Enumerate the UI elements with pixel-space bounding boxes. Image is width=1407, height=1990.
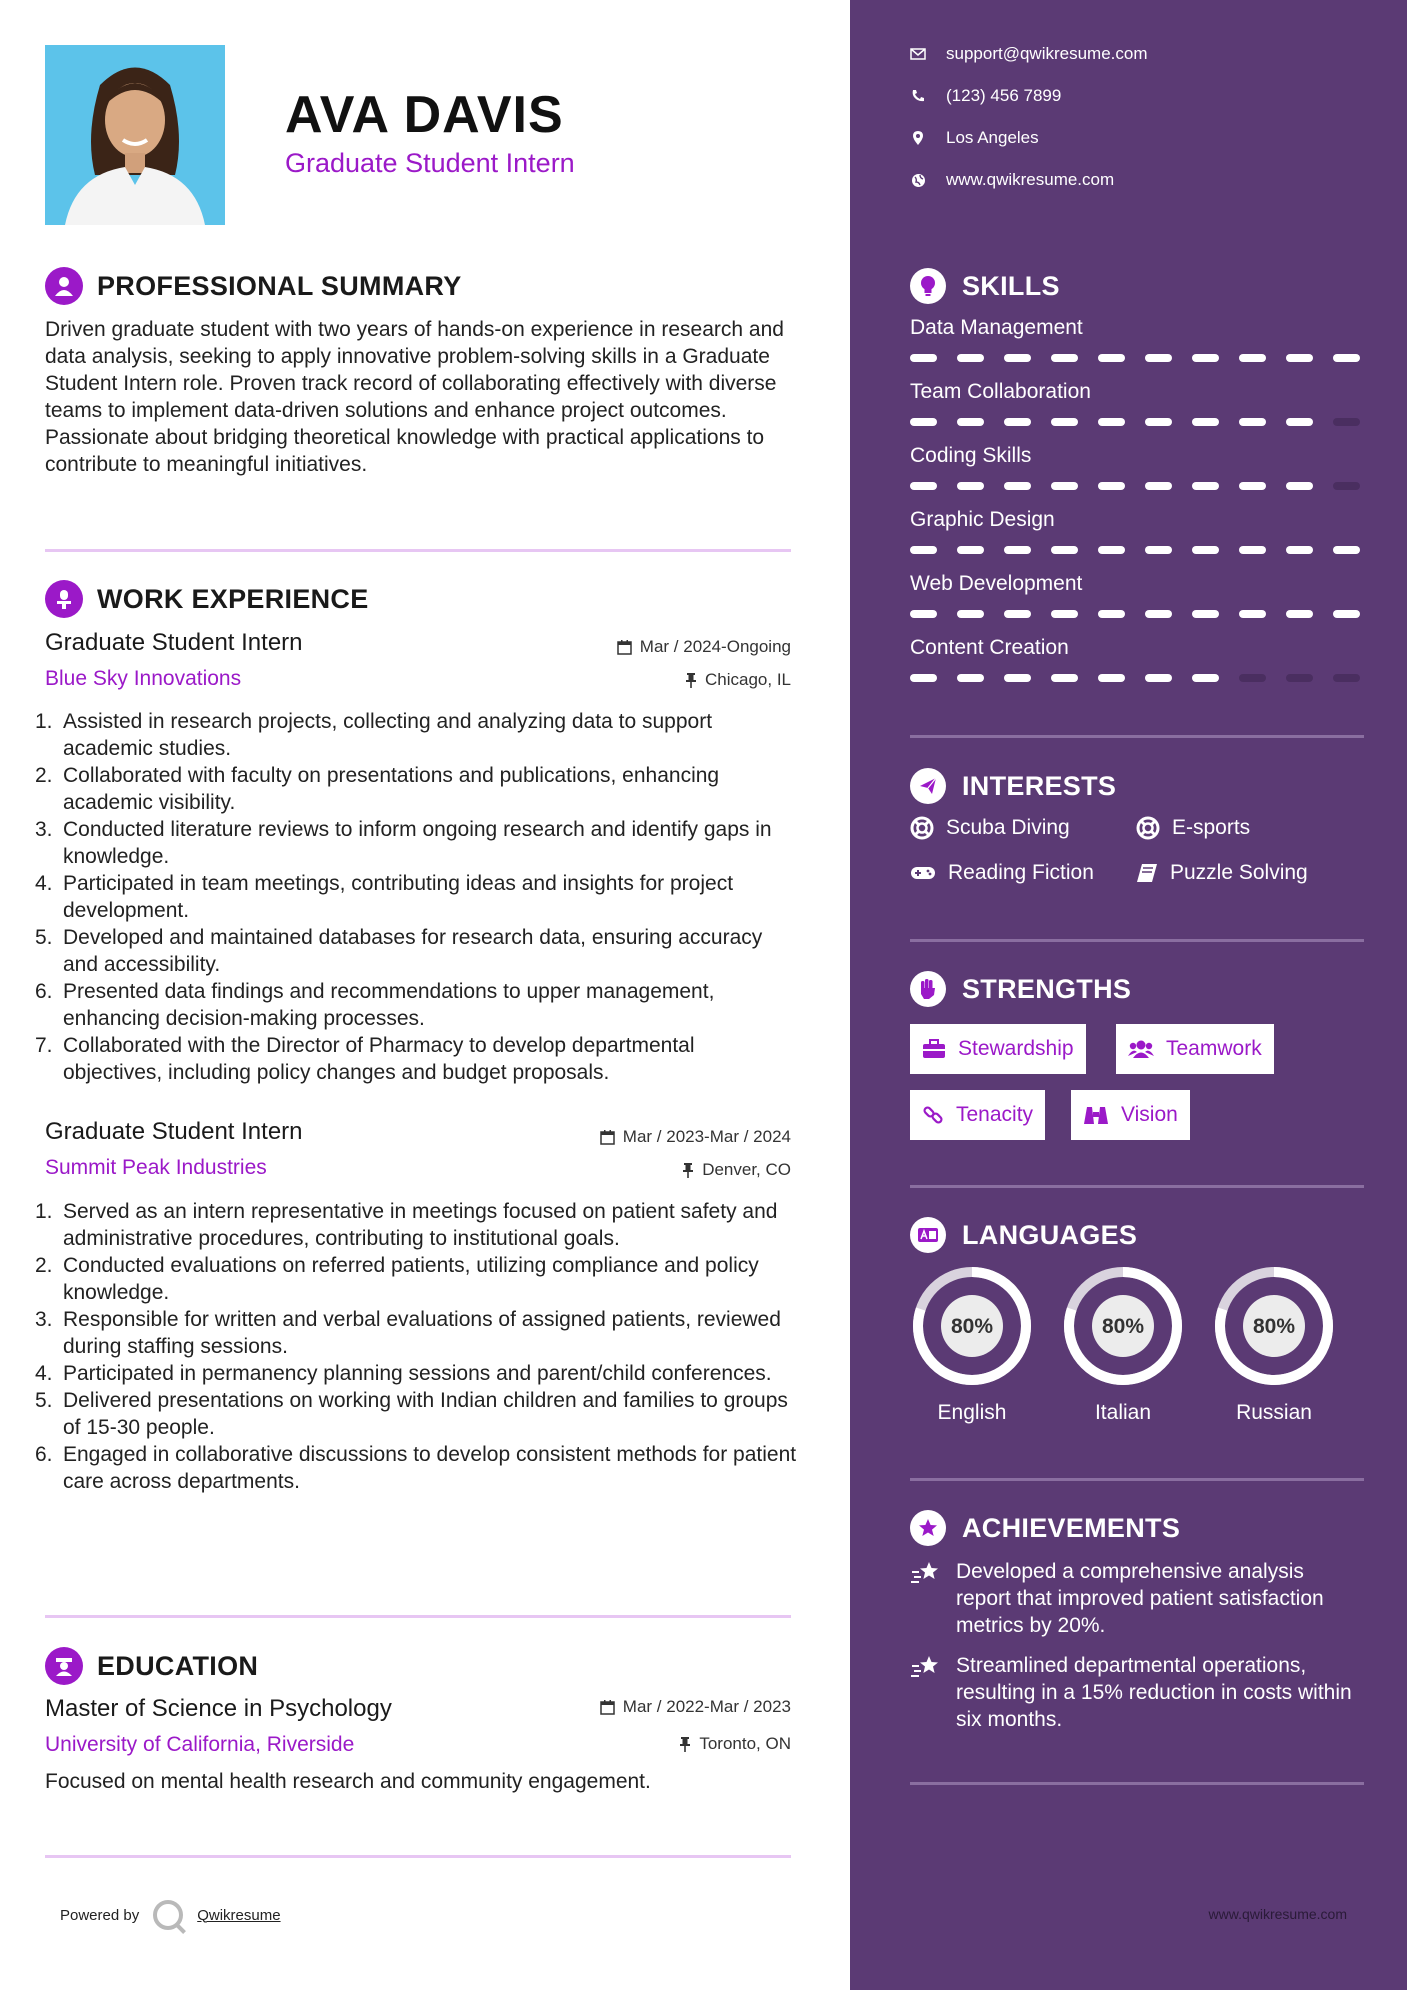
contact-website[interactable] xyxy=(910,170,1114,190)
education-location xyxy=(679,1734,791,1754)
language-name: English xyxy=(937,1401,1007,1424)
skill-level-dash xyxy=(1098,674,1125,682)
education-description: Focused on mental health research and community engagement. xyxy=(45,1770,651,1793)
envelope-icon xyxy=(910,46,926,62)
contact-email-text: support@qwikresume.com xyxy=(946,44,1148,63)
skill-level-dash xyxy=(1004,418,1031,426)
profile-photo xyxy=(45,45,225,225)
language-name: Italian xyxy=(1094,1401,1152,1424)
list-item: 4. Participated in team meetings, contributing ideas and insights for project development. xyxy=(35,872,734,922)
skill-level-dash xyxy=(1286,482,1313,490)
skill-level-dash xyxy=(910,354,937,362)
divider xyxy=(910,1782,1364,1785)
skill-level-dash xyxy=(1239,674,1266,682)
skill-level-dash xyxy=(1051,482,1078,490)
skill-level-dash xyxy=(1051,354,1078,362)
education-heading xyxy=(45,1647,258,1685)
skill-level-dash xyxy=(1098,610,1125,618)
skill-level-meter xyxy=(910,482,1364,490)
skill-level-dash xyxy=(1192,418,1219,426)
skill-level-dash xyxy=(957,482,984,490)
skill-level-dash xyxy=(1286,418,1313,426)
briefcase-icon xyxy=(922,1039,946,1059)
skill-label: Coding Skills xyxy=(910,444,1032,467)
interest-item xyxy=(910,861,1094,885)
sidebar xyxy=(850,0,1407,1990)
language-ring xyxy=(910,1264,1034,1388)
language-percent: 80% xyxy=(1252,1315,1296,1338)
divider xyxy=(910,1185,1364,1188)
skill-level-dash xyxy=(957,354,984,362)
job-date xyxy=(600,1127,791,1147)
job-date-text: Mar / 2023-Mar / 2024 xyxy=(622,1127,791,1146)
job-date-text: Mar / 2024-Ongoing xyxy=(639,637,791,656)
summary-text: Driven graduate student with two years of hands-on experience in research and data analysis, seeking to apply innovative problem-solving skills in a Graduate Student Intern role. Proven track record of collaborating effectively with diverse teams to implement data-driven solutions and enhance project outcomes. Passionate about bridging theoretical knowledge with practical applications to contribute to meaningful initiatives. xyxy=(45,318,784,476)
language-item xyxy=(1061,1264,1185,1425)
skill-level-dash xyxy=(1333,610,1360,618)
divider xyxy=(45,1615,791,1618)
summary-heading xyxy=(45,267,462,305)
job-location xyxy=(682,1160,791,1180)
contact-phone-text: (123) 456 7899 xyxy=(946,86,1062,105)
skill-item xyxy=(910,572,1364,618)
strength-label: Vision xyxy=(1121,1103,1178,1126)
achievement-text: Developed a comprehensive analysis report that improved patient satisfaction metrics by 20%. xyxy=(956,1560,1324,1637)
graduate-icon xyxy=(45,1647,83,1685)
skill-label: Content Creation xyxy=(910,636,1069,659)
skill-item xyxy=(910,316,1364,362)
school-name: University of California, Riverside xyxy=(45,1733,355,1756)
divider xyxy=(45,549,791,552)
skill-level-dash xyxy=(1098,418,1125,426)
languages-heading xyxy=(910,1217,1137,1253)
skill-level-meter xyxy=(910,610,1364,618)
job-company: Summit Peak Industries xyxy=(45,1156,267,1179)
interest-item xyxy=(910,816,1070,840)
fist-icon xyxy=(910,971,946,1007)
skill-level-dash xyxy=(1145,674,1172,682)
language-item xyxy=(910,1264,1034,1425)
binoculars-icon xyxy=(1083,1104,1109,1126)
strength-tag xyxy=(1116,1024,1274,1074)
skill-level-dash xyxy=(1333,546,1360,554)
list-item: 3. Responsible for written and verbal evaluations of assigned patients, reviewed during staffing sessions. xyxy=(35,1308,781,1358)
pin-icon xyxy=(685,673,697,688)
skill-level-dash xyxy=(1145,610,1172,618)
language-percent: 80% xyxy=(1101,1315,1145,1338)
skill-level-dash xyxy=(1098,354,1125,362)
skill-level-dash xyxy=(1192,482,1219,490)
skill-level-dash xyxy=(1004,674,1031,682)
job-location xyxy=(685,670,791,690)
skill-level-dash xyxy=(957,674,984,682)
skill-level-dash xyxy=(1333,418,1360,426)
powered-by-label: Powered by xyxy=(60,1906,140,1924)
strength-label: Stewardship xyxy=(958,1037,1074,1060)
contact-location-text: Los Angeles xyxy=(946,128,1039,147)
skill-item xyxy=(910,444,1364,490)
skills-title: SKILLS xyxy=(962,270,1060,301)
strength-label: Teamwork xyxy=(1166,1037,1262,1060)
skill-level-dash xyxy=(1192,354,1219,362)
strengths-heading xyxy=(910,971,1131,1007)
list-item: 2. Collaborated with faculty on presentations and publications, enhancing academic visibility. xyxy=(35,764,720,814)
skill-level-dash xyxy=(1145,482,1172,490)
skill-level-meter xyxy=(910,546,1364,554)
skill-level-dash xyxy=(910,418,937,426)
list-item: 5. Delivered presentations on working with Indian children and families to groups of 15-30 people. xyxy=(35,1389,788,1439)
shooting-star-icon xyxy=(910,1652,942,1733)
languages-title: LANGUAGES xyxy=(962,1219,1138,1250)
skill-level-dash xyxy=(910,610,937,618)
contact-location xyxy=(910,128,1039,148)
skill-level-dash xyxy=(1239,610,1266,618)
contact-email[interactable] xyxy=(910,44,1148,64)
podium-icon xyxy=(45,580,83,618)
language-percent: 80% xyxy=(950,1315,994,1338)
skill-level-dash xyxy=(1004,610,1031,618)
skill-level-dash xyxy=(1333,482,1360,490)
list-item: 5. Developed and maintained databases for research data, ensuring accuracy and accessibility. xyxy=(35,926,763,976)
skill-level-meter xyxy=(910,674,1364,682)
skill-level-dash xyxy=(910,546,937,554)
strengths-title: STRENGTHS xyxy=(962,973,1132,1004)
skill-level-dash xyxy=(1239,546,1266,554)
skill-level-dash xyxy=(1098,546,1125,554)
skill-level-dash xyxy=(957,610,984,618)
achievement-item xyxy=(910,1652,1364,1733)
candidate-role: Graduate Student Intern xyxy=(285,148,575,178)
divider xyxy=(910,1478,1364,1481)
interest-label: Puzzle Solving xyxy=(1170,861,1308,884)
language-ring xyxy=(1212,1264,1336,1388)
job-bullets xyxy=(35,1198,797,1495)
interests-title: INTERESTS xyxy=(962,770,1117,801)
skill-level-dash xyxy=(1192,546,1219,554)
interest-label: Scuba Diving xyxy=(946,816,1070,839)
achievements-heading xyxy=(910,1510,1180,1546)
calendar-icon xyxy=(617,640,632,655)
gamepad-icon xyxy=(910,864,936,882)
translate-icon xyxy=(910,1217,946,1253)
paper-plane-icon xyxy=(910,768,946,804)
lightbulb-icon xyxy=(910,268,946,304)
skill-level-dash xyxy=(1004,482,1031,490)
pin-icon xyxy=(679,1737,691,1752)
skill-label: Team Collaboration xyxy=(910,380,1091,403)
education-location-text: Toronto, ON xyxy=(699,1734,791,1753)
qwikresume-link[interactable]: Qwikresume xyxy=(197,1906,281,1924)
shooting-star-icon xyxy=(910,1558,942,1639)
skill-level-dash xyxy=(1192,610,1219,618)
divider xyxy=(910,939,1364,942)
language-item xyxy=(1212,1264,1336,1425)
skill-label: Graphic Design xyxy=(910,508,1055,531)
interests-heading xyxy=(910,768,1116,804)
job-date xyxy=(617,637,791,657)
list-item: 6. Engaged in collaborative discussions to develop consistent methods for patient care across departments. xyxy=(35,1443,797,1493)
skill-level-dash xyxy=(957,546,984,554)
users-icon xyxy=(1128,1039,1154,1059)
book-icon xyxy=(1136,863,1158,883)
job-bullets xyxy=(35,708,797,1086)
lifebuoy-icon xyxy=(1136,816,1160,840)
skill-level-dash xyxy=(1239,418,1266,426)
skill-level-dash xyxy=(1051,610,1078,618)
education-date-text: Mar / 2022-Mar / 2023 xyxy=(622,1697,791,1716)
education-title: EDUCATION xyxy=(97,1650,259,1681)
job-title: Graduate Student Intern xyxy=(45,1118,303,1145)
divider xyxy=(910,735,1364,738)
list-item: 6. Presented data findings and recommendations to upper management, enhancing decision-making processes. xyxy=(35,980,715,1030)
strength-label: Tenacity xyxy=(956,1103,1034,1126)
calendar-icon xyxy=(600,1130,615,1145)
divider xyxy=(45,1855,791,1858)
interest-item xyxy=(1136,816,1250,840)
list-item: 3. Conducted literature reviews to inform ongoing research and identify gaps in knowledge. xyxy=(35,818,772,868)
skill-item xyxy=(910,380,1364,426)
powered-by xyxy=(60,1900,281,1930)
strength-tag xyxy=(910,1090,1045,1140)
list-item: 7. Collaborated with the Director of Pharmacy to develop departmental objectives, including policy changes and budget proposals. xyxy=(35,1034,695,1084)
list-item: 1. Assisted in research projects, collecting and analyzing data to support academic studies. xyxy=(35,710,713,760)
language-ring xyxy=(1061,1264,1185,1388)
summary-title: PROFESSIONAL SUMMARY xyxy=(97,270,462,301)
skill-level-dash xyxy=(1145,418,1172,426)
list-item: 4. Participated in permanency planning sessions and parent/child conferences. xyxy=(35,1362,772,1385)
interest-label: E-sports xyxy=(1172,816,1251,839)
skill-item xyxy=(910,636,1364,682)
list-item: 1. Served as an intern representative in meetings focused on patient safety and administrative procedures, contributing to institutional goals. xyxy=(35,1200,778,1250)
language-name: Russian xyxy=(1236,1401,1312,1424)
skill-level-dash xyxy=(1286,546,1313,554)
education-date xyxy=(600,1697,791,1717)
user-icon xyxy=(45,267,83,305)
degree-title: Master of Science in Psychology xyxy=(45,1695,392,1722)
skill-level-dash xyxy=(1239,482,1266,490)
skill-item xyxy=(910,508,1364,554)
skill-level-dash xyxy=(1333,674,1360,682)
achievement-text: Streamlined departmental operations, resulting in a 15% reduction in costs within six months. xyxy=(956,1654,1352,1731)
lifebuoy-icon xyxy=(910,816,934,840)
skill-label: Data Management xyxy=(910,316,1083,339)
experience-heading xyxy=(45,580,369,618)
skills-heading xyxy=(910,268,1060,304)
achievement-item xyxy=(910,1558,1364,1639)
skill-level-dash xyxy=(1051,674,1078,682)
skill-level-dash xyxy=(1192,674,1219,682)
phone-icon xyxy=(910,88,926,104)
achievements-title: ACHIEVEMENTS xyxy=(962,1512,1181,1543)
interest-label: Reading Fiction xyxy=(948,861,1094,884)
footer-url[interactable]: www.qwikresume.com xyxy=(1208,1906,1347,1922)
list-item: 2. Conducted evaluations on referred patients, utilizing compliance and policy knowledge. xyxy=(35,1254,759,1304)
skill-level-dash xyxy=(1239,354,1266,362)
experience-title: WORK EXPERIENCE xyxy=(97,583,369,614)
skill-level-dash xyxy=(1286,354,1313,362)
qwikresume-logo-icon xyxy=(153,1900,183,1930)
skill-level-meter xyxy=(910,418,1364,426)
job-title: Graduate Student Intern xyxy=(45,629,303,656)
job-location-text: Chicago, IL xyxy=(705,670,791,689)
job-location-text: Denver, CO xyxy=(702,1160,791,1179)
skill-level-dash xyxy=(910,482,937,490)
contact-website-text: www.qwikresume.com xyxy=(946,170,1115,189)
skill-level-dash xyxy=(957,418,984,426)
skill-level-dash xyxy=(1051,418,1078,426)
star-icon xyxy=(910,1510,946,1546)
skill-level-dash xyxy=(1051,546,1078,554)
globe-icon xyxy=(910,172,926,188)
candidate-name: AVA DAVIS xyxy=(285,86,564,144)
skill-level-dash xyxy=(1098,482,1125,490)
strength-tag xyxy=(1071,1090,1190,1140)
contact-phone[interactable] xyxy=(910,86,1061,106)
skill-level-dash xyxy=(1145,354,1172,362)
skill-level-dash xyxy=(1145,546,1172,554)
skill-level-dash xyxy=(1333,354,1360,362)
skill-level-dash xyxy=(910,674,937,682)
skill-label: Web Development xyxy=(910,572,1083,595)
job-company: Blue Sky Innovations xyxy=(45,667,242,690)
link-icon xyxy=(922,1104,944,1126)
map-marker-icon xyxy=(910,130,926,146)
skill-level-dash xyxy=(1286,610,1313,618)
interest-item xyxy=(1136,861,1308,885)
skill-level-dash xyxy=(1004,354,1031,362)
pin-icon xyxy=(682,1163,694,1178)
calendar-icon xyxy=(600,1700,615,1715)
skill-level-meter xyxy=(910,354,1364,362)
skill-level-dash xyxy=(1004,546,1031,554)
strength-tag xyxy=(910,1024,1086,1074)
skill-level-dash xyxy=(1286,674,1313,682)
